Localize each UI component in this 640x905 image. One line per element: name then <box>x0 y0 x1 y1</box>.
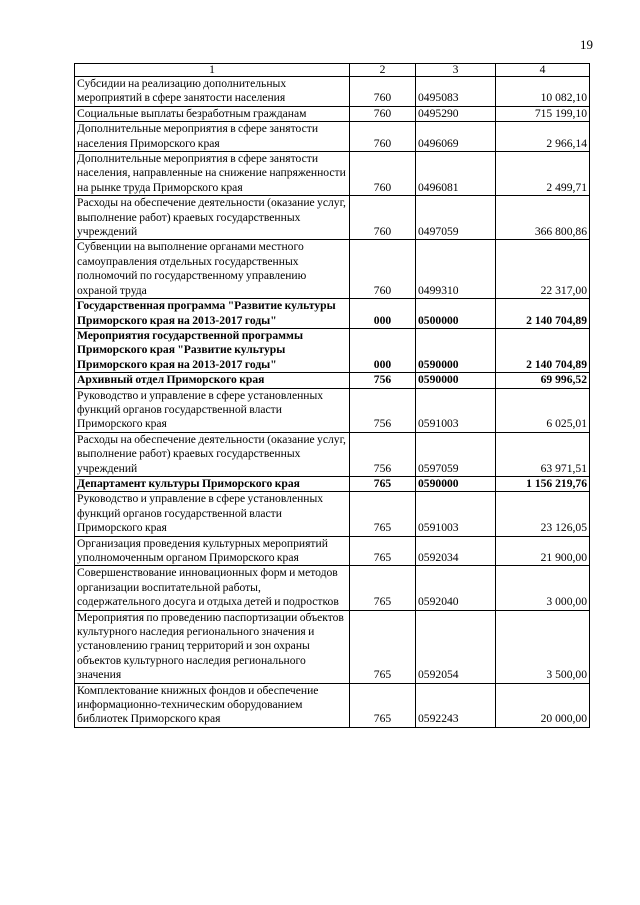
row-ved-code-cell: 756 <box>350 373 416 388</box>
header-cell-1: 1 <box>75 64 350 77</box>
row-csr-code-cell: 0496081 <box>416 152 496 196</box>
row-name-cell: Комплектование книжных фондов и обеспечение информационно-техническим оборудованием библиотек Приморского края <box>75 683 350 727</box>
row-name-cell: Департамент культуры Приморского края <box>75 476 350 491</box>
row-csr-code-cell: 0496069 <box>416 122 496 152</box>
row-csr-code-cell: 0592054 <box>416 610 496 683</box>
table-row <box>75 536 590 566</box>
table-row <box>75 388 590 432</box>
table-row <box>75 152 590 196</box>
row-amount-cell: 3 500,00 <box>496 610 590 683</box>
budget-table <box>74 63 590 728</box>
row-ved-code-cell: 765 <box>350 566 416 610</box>
row-csr-code-cell: 0592243 <box>416 683 496 727</box>
row-ved-code-cell: 000 <box>350 328 416 372</box>
row-csr-code-cell: 0597059 <box>416 432 496 476</box>
row-amount-cell: 23 126,05 <box>496 492 590 536</box>
row-ved-code-cell: 760 <box>350 196 416 240</box>
table-row <box>75 566 590 610</box>
row-name-cell: Совершенствование инновационных форм и методов организации воспитательной работы, содержательного досуга и отдыха детей и подростков <box>75 566 350 610</box>
table-row <box>75 476 590 491</box>
row-ved-code-cell: 756 <box>350 388 416 432</box>
row-csr-code-cell: 0591003 <box>416 388 496 432</box>
row-ved-code-cell: 756 <box>350 432 416 476</box>
row-csr-code-cell: 0497059 <box>416 196 496 240</box>
row-ved-code-cell: 765 <box>350 536 416 566</box>
header-cell-4: 4 <box>496 64 590 77</box>
row-name-cell: Субвенции на выполнение органами местного самоуправления отдельных государственных полномочий по государственному управлению охраной труда <box>75 240 350 299</box>
table-row <box>75 432 590 476</box>
row-csr-code-cell: 0590000 <box>416 373 496 388</box>
row-amount-cell: 20 000,00 <box>496 683 590 727</box>
row-csr-code-cell: 0500000 <box>416 299 496 329</box>
row-name-cell: Руководство и управление в сфере установленных функций органов государственной власти Приморского края <box>75 388 350 432</box>
row-amount-cell: 22 317,00 <box>496 240 590 299</box>
row-amount-cell: 715 199,10 <box>496 106 590 121</box>
row-csr-code-cell: 0591003 <box>416 492 496 536</box>
row-name-cell: Руководство и управление в сфере установленных функций органов государственной власти Приморского края <box>75 492 350 536</box>
row-name-cell: Архивный отдел Приморского края <box>75 373 350 388</box>
table-row <box>75 610 590 683</box>
row-name-cell: Расходы на обеспечение деятельности (оказание услуг, выполнение работ) краевых государственных учреждений <box>75 196 350 240</box>
row-name-cell: Государственная программа "Развитие культуры Приморского края на 2013-2017 годы" <box>75 299 350 329</box>
row-csr-code-cell: 0590000 <box>416 476 496 491</box>
row-ved-code-cell: 000 <box>350 299 416 329</box>
row-ved-code-cell: 765 <box>350 476 416 491</box>
table-row <box>75 299 590 329</box>
row-name-cell: Дополнительные мероприятия в сфере занятости населения Приморского края <box>75 122 350 152</box>
row-csr-code-cell: 0495083 <box>416 77 496 107</box>
row-csr-code-cell: 0590000 <box>416 328 496 372</box>
row-ved-code-cell: 760 <box>350 122 416 152</box>
row-ved-code-cell: 765 <box>350 683 416 727</box>
table-row <box>75 196 590 240</box>
row-ved-code-cell: 760 <box>350 77 416 107</box>
table-row <box>75 373 590 388</box>
row-csr-code-cell: 0592040 <box>416 566 496 610</box>
row-name-cell: Расходы на обеспечение деятельности (оказание услуг, выполнение работ) краевых государственных учреждений <box>75 432 350 476</box>
row-name-cell: Организация проведения культурных мероприятий уполномоченным органом Приморского края <box>75 536 350 566</box>
row-amount-cell: 69 996,52 <box>496 373 590 388</box>
row-amount-cell: 366 800,86 <box>496 196 590 240</box>
table-row <box>75 106 590 121</box>
row-amount-cell: 6 025,01 <box>496 388 590 432</box>
table-row <box>75 683 590 727</box>
table-row <box>75 492 590 536</box>
row-name-cell: Мероприятия по проведению паспортизации объектов культурного наследия регионального значения и установлению границ территорий и зон охраны объектов культурного наследия регионального значения <box>75 610 350 683</box>
table-row <box>75 240 590 299</box>
row-ved-code-cell: 760 <box>350 152 416 196</box>
row-csr-code-cell: 0499310 <box>416 240 496 299</box>
row-amount-cell: 63 971,51 <box>496 432 590 476</box>
row-amount-cell: 3 000,00 <box>496 566 590 610</box>
row-csr-code-cell: 0592034 <box>416 536 496 566</box>
row-amount-cell: 10 082,10 <box>496 77 590 107</box>
row-csr-code-cell: 0495290 <box>416 106 496 121</box>
row-amount-cell: 2 966,14 <box>496 122 590 152</box>
table-body <box>75 77 590 728</box>
header-cell-3: 3 <box>416 64 496 77</box>
header-row <box>75 64 590 77</box>
table-row <box>75 122 590 152</box>
row-amount-cell: 2 499,71 <box>496 152 590 196</box>
row-ved-code-cell: 765 <box>350 492 416 536</box>
header-cell-2: 2 <box>350 64 416 77</box>
row-ved-code-cell: 765 <box>350 610 416 683</box>
row-amount-cell: 2 140 704,89 <box>496 328 590 372</box>
row-ved-code-cell: 760 <box>350 240 416 299</box>
row-ved-code-cell: 760 <box>350 106 416 121</box>
row-name-cell: Мероприятия государственной программы Приморского края "Развитие культуры Приморского края на 2013-2017 годы" <box>75 328 350 372</box>
page-number: 19 <box>580 37 593 52</box>
row-name-cell: Социальные выплаты безработным гражданам <box>75 106 350 121</box>
row-name-cell: Субсидии на реализацию дополнительных мероприятий в сфере занятости населения <box>75 77 350 107</box>
row-amount-cell: 21 900,00 <box>496 536 590 566</box>
table-row <box>75 328 590 372</box>
row-amount-cell: 1 156 219,76 <box>496 476 590 491</box>
row-name-cell: Дополнительные мероприятия в сфере занятости населения, направленные на снижение напряженности на рынке труда Приморского края <box>75 152 350 196</box>
table-row <box>75 77 590 107</box>
row-amount-cell: 2 140 704,89 <box>496 299 590 329</box>
